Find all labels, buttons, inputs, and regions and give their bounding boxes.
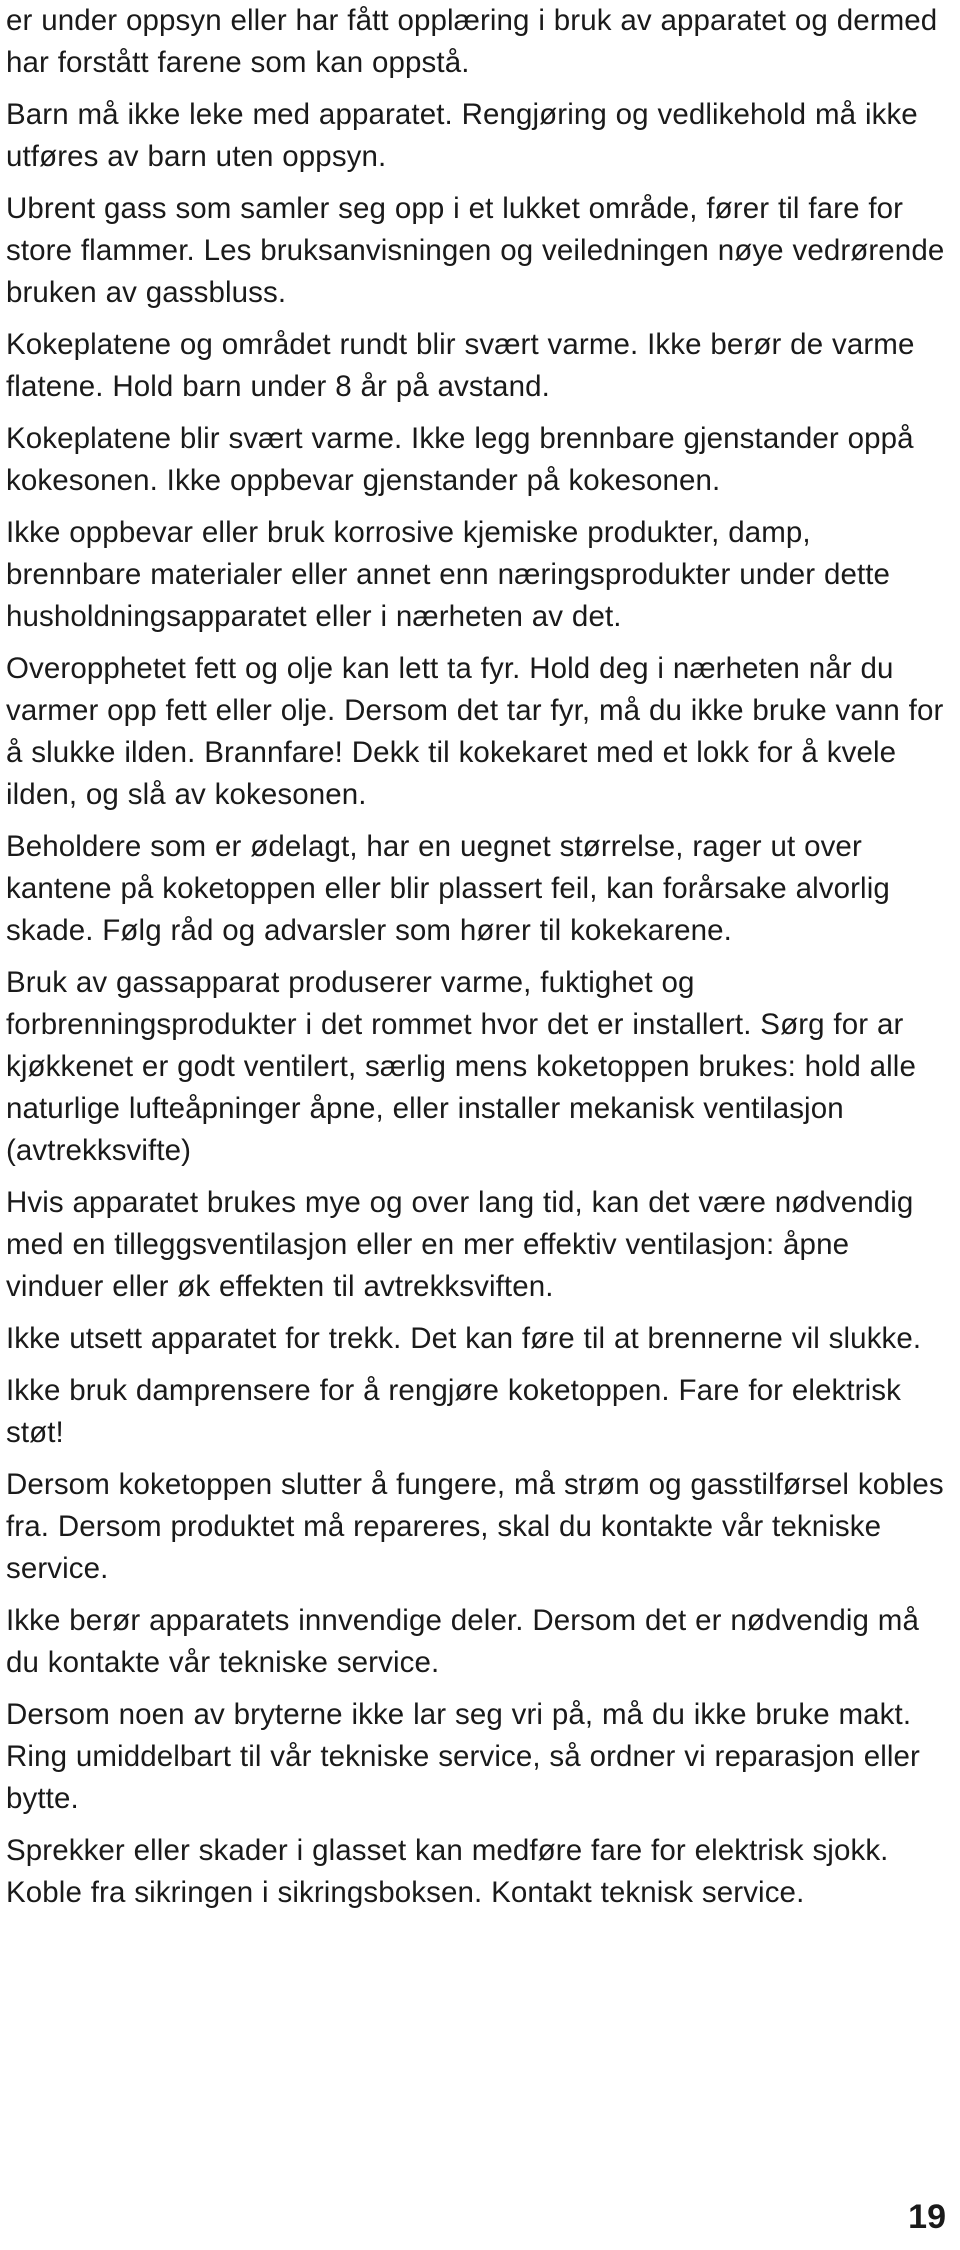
page-number: 19 (908, 2198, 946, 2236)
paragraph-children-play: Barn må ikke leke med apparatet. Rengjøring og vedlikehold må ikke utføres av barn uten oppsyn. (6, 98, 918, 173)
paragraph-hot-surfaces: Kokeplatene og området rundt blir svært varme. Ikke berør de varme flatene. Hold barn under 8 år på avstand. (6, 328, 915, 403)
paragraph-supervision: er under oppsyn eller har fått opplæring i bruk av apparatet og dermed har forstått farene som kan oppstå. (6, 4, 938, 79)
paragraph-unburnt-gas: Ubrent gass som samler seg opp i et lukket område, fører til fare for store flammer. Les bruksanvisningen og veiledningen nøye vedrørende bruken av gassbluss. (6, 192, 945, 309)
paragraph-ventilation: Bruk av gassapparat produserer varme, fuktighet og forbrenningsprodukter i det rommet hvor det er installert. Sørg for ar kjøkkenet er godt ventilert, særlig mens koketoppen brukes: hold alle naturlige lufteåpninger åpne, eller installer mekanisk ventilasjon (avtrekksvifte) (6, 966, 916, 1167)
paragraph-damaged-containers: Beholdere som er ødelagt, har en uegnet størrelse, rager ut over kantene på koketoppen eller blir plassert feil, kan forårsake alvorlig skade. Følg råd og advarsler som hører til kokekarene. (6, 830, 890, 947)
paragraph-overheated-fat: Overopphetet fett og olje kan lett ta fyr. Hold deg i nærheten når du varmer opp fett eller olje. Dersom det tar fyr, må du ikke bruke vann for å slukke ilden. Brannfare! Dekk til kokekaret med et lokk for å kvele ilden, og slå av kokesonen. (6, 652, 944, 811)
document-body (6, 0, 951, 1924)
paragraph-internal-parts: Ikke berør apparatets innvendige deler. Dersom det er nødvendig må du kontakte vår tekniske service. (6, 1604, 919, 1679)
paragraph-glass-cracks: Sprekker eller skader i glasset kan medføre fare for elektrisk sjokk. Koble fra sikringen i sikringsboksen. Kontakt teknisk service. (6, 1834, 889, 1909)
paragraph-corrosive-products: Ikke oppbevar eller bruk korrosive kjemiske produkter, damp, brennbare materialer eller annet enn næringsprodukter under dette husholdningsapparatet eller i nærheten av det. (6, 516, 891, 633)
paragraph-steam-cleaners: Ikke bruk damprensere for å rengjøre koketoppen. Fare for elektrisk støt! (6, 1374, 901, 1449)
paragraph-flammable-objects: Kokeplatene blir svært varme. Ikke legg brennbare gjenstander oppå kokesonen. Ikke oppbevar gjenstander på kokesonen. (6, 422, 914, 497)
paragraph-extra-ventilation: Hvis apparatet brukes mye og over lang tid, kan det være nødvendig med en tilleggsventilasjon eller en mer effektiv ventilasjon: åpne vinduer eller øk effekten til avtrekksviften. (6, 1186, 914, 1303)
paragraph-draught: Ikke utsett apparatet for trekk. Det kan føre til at brennerne vil slukke. (6, 1322, 922, 1355)
paragraph-stuck-knobs: Dersom noen av bryterne ikke lar seg vri på, må du ikke bruke makt. Ring umiddelbart til vår tekniske service, så ordner vi reparasjon eller bytte. (6, 1698, 920, 1815)
paragraph-malfunction: Dersom koketoppen slutter å fungere, må strøm og gasstilførsel kobles fra. Dersom produktet må repareres, skal du kontakte vår tekniske service. (6, 1468, 944, 1585)
